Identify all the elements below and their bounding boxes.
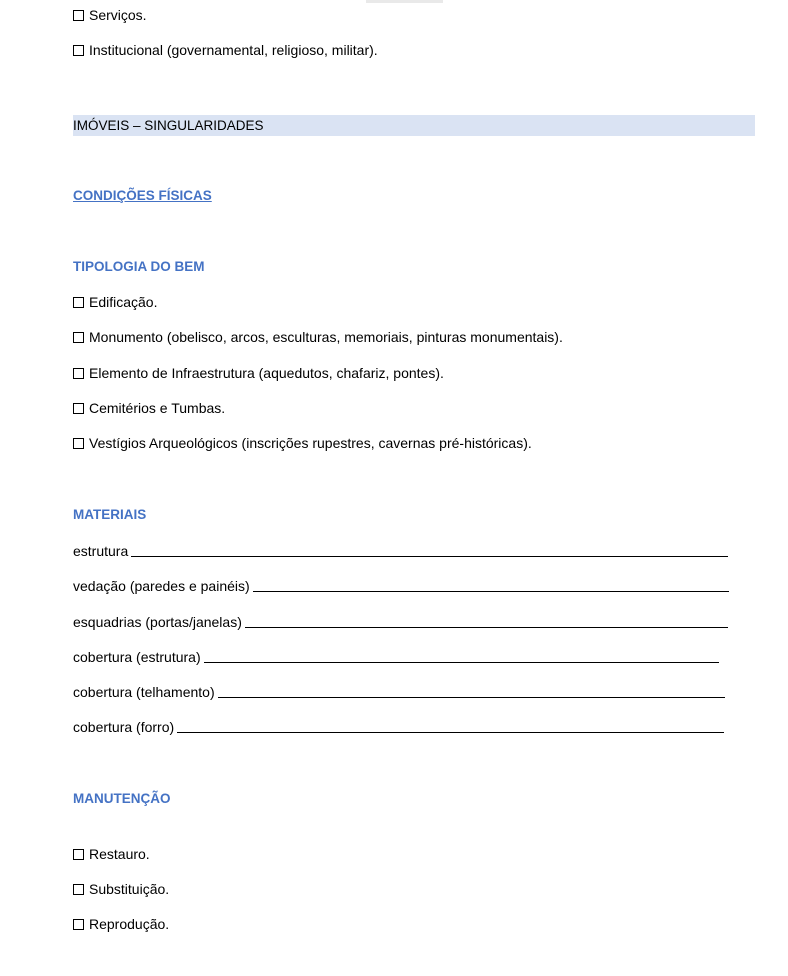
field-label: cobertura (estrutura) xyxy=(73,649,201,665)
fill-line[interactable] xyxy=(131,556,728,557)
heading-physical-conditions xyxy=(73,186,212,206)
checkbox-icon[interactable] xyxy=(73,403,84,414)
fill-line[interactable] xyxy=(177,732,724,733)
checkbox-icon[interactable] xyxy=(73,438,84,449)
fill-line[interactable] xyxy=(218,697,725,698)
checkbox-icon[interactable] xyxy=(73,332,84,343)
checkbox-icon[interactable] xyxy=(73,10,84,21)
field-roof-structure[interactable] xyxy=(73,646,719,668)
checkbox-option-institutional[interactable] xyxy=(73,39,378,61)
field-roof-tiles[interactable] xyxy=(73,681,725,703)
checkbox-option-cemeteries[interactable] xyxy=(73,397,225,419)
option-label: Serviços. xyxy=(89,7,147,23)
heading-text: CONDIÇÕES FÍSICAS xyxy=(73,188,212,203)
option-label: Elemento de Infraestrutura (aquedutos, chafariz, pontes). xyxy=(89,365,444,381)
option-label: Restauro. xyxy=(89,846,150,862)
checkbox-icon[interactable] xyxy=(73,297,84,308)
checkbox-option-restoration[interactable] xyxy=(73,843,150,865)
option-label: Cemitérios e Tumbas. xyxy=(89,400,226,416)
option-label: Substituição. xyxy=(89,881,170,897)
checkbox-icon[interactable] xyxy=(73,919,84,930)
fill-line[interactable] xyxy=(204,662,719,663)
option-label: Vestígios Arqueológicos (inscrições rupestres, cavernas pré-históricas). xyxy=(89,435,532,451)
field-structure[interactable] xyxy=(73,540,728,562)
checkbox-icon[interactable] xyxy=(73,884,84,895)
checkbox-icon[interactable] xyxy=(73,849,84,860)
fill-line[interactable] xyxy=(245,627,728,628)
option-label: Monumento (obelisco, arcos, esculturas, memoriais, pinturas monumentais). xyxy=(89,329,563,345)
field-label: cobertura (forro) xyxy=(73,719,175,735)
fill-line[interactable] xyxy=(253,591,729,592)
field-roof-ceiling[interactable] xyxy=(73,716,724,738)
checkbox-icon[interactable] xyxy=(73,368,84,379)
field-frames[interactable] xyxy=(73,611,728,633)
checkbox-option-services[interactable] xyxy=(73,4,147,26)
field-label: vedação (paredes e painéis) xyxy=(73,578,250,594)
field-label: esquadrias (portas/janelas) xyxy=(73,614,242,630)
option-label: Reprodução. xyxy=(89,916,170,932)
heading-maintenance: MANUTENÇÃO xyxy=(73,791,171,806)
section-banner: IMÓVEIS – SINGULARIDADES xyxy=(73,115,755,136)
page-top-edge xyxy=(366,0,443,3)
checkbox-icon[interactable] xyxy=(73,45,84,56)
checkbox-option-reproduction[interactable] xyxy=(73,913,169,935)
heading-typology: TIPOLOGIA DO BEM xyxy=(73,259,205,274)
checkbox-option-infrastructure[interactable] xyxy=(73,362,444,384)
heading-materials: MATERIAIS xyxy=(73,507,147,522)
option-label: Institucional (governamental, religioso, militar). xyxy=(89,42,378,58)
checkbox-option-monument[interactable] xyxy=(73,326,563,348)
field-sealing[interactable] xyxy=(73,575,729,597)
checkbox-option-substitution[interactable] xyxy=(73,878,169,900)
checkbox-option-archaeological[interactable] xyxy=(73,432,532,454)
field-label: cobertura (telhamento) xyxy=(73,684,215,700)
checkbox-option-building[interactable] xyxy=(73,291,157,313)
option-label: Edificação. xyxy=(89,294,158,310)
field-label: estrutura xyxy=(73,543,129,559)
